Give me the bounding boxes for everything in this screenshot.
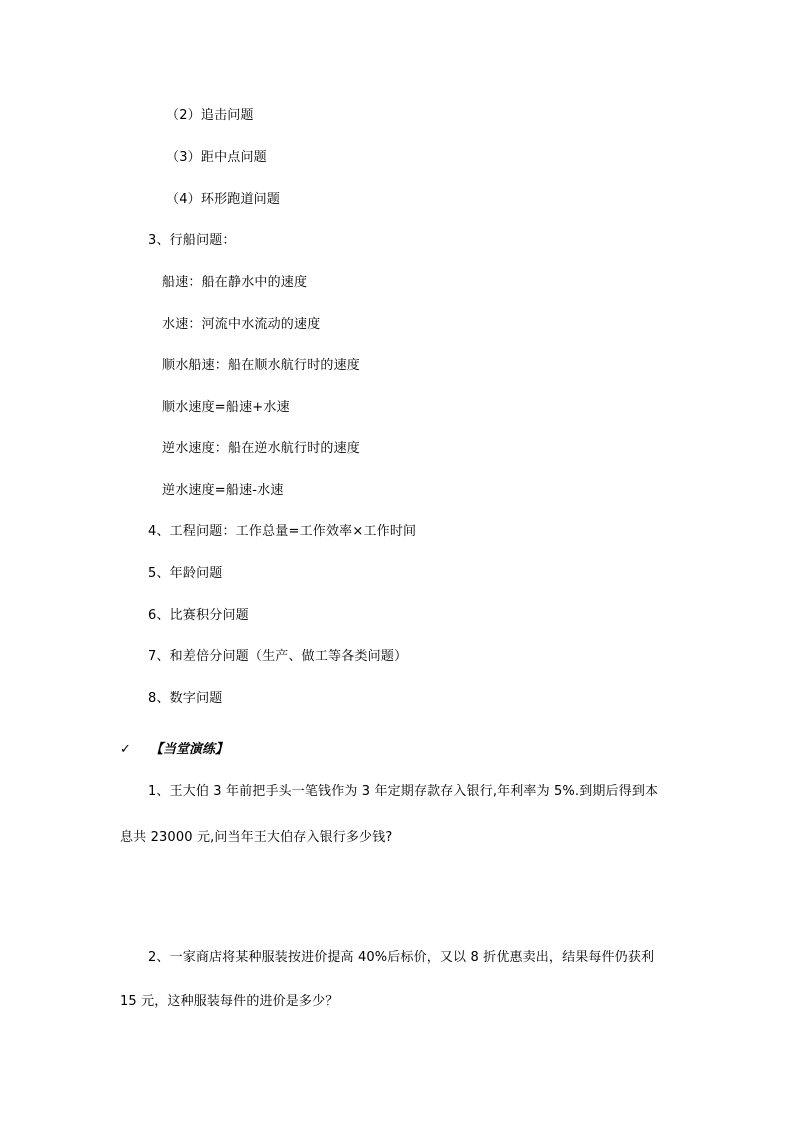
item-age-problem: 5、年龄问题	[148, 566, 223, 581]
item-work-problem: 4、工程问题：工作总量=工作效率×工作时间	[148, 524, 417, 539]
question-2-line-2: 15 元，这种服装每件的进价是多少？	[120, 994, 339, 1009]
sub-item-circular-track-problem: （4）环形跑道问题	[166, 192, 281, 207]
definition-downstream-speed: 顺水船速：船在顺水航行时的速度	[162, 358, 361, 373]
question-1-line-2: 息共 23000 元,问当年王大伯存入银行多少钱?	[120, 830, 393, 845]
definition-upstream-speed: 逆水速度：船在逆水航行时的速度	[162, 441, 361, 456]
practice-heading: 【当堂演练】	[150, 742, 229, 757]
sub-item-midpoint-problem: （3）距中点问题	[166, 150, 267, 165]
practice-heading-row	[120, 741, 228, 759]
definition-boat-speed: 船速：船在静水中的速度	[162, 275, 308, 290]
definition-water-speed: 水速：河流中水流动的速度	[162, 317, 321, 332]
item-sum-difference-problem: 7、和差倍分问题（生产、做工等各类问题）	[148, 649, 408, 664]
formula-downstream-speed: 顺水速度=船速+水速	[162, 400, 290, 415]
item-number-problem: 8、数字问题	[148, 691, 223, 706]
question-2-line-1: 2、一家商店将某种服装按进价提高 40%后标价，又以 8 折优惠卖出，结果每件仍获利	[148, 950, 655, 965]
check-icon: ✓	[120, 742, 131, 757]
question-1-line-1: 1、王大伯 3 年前把手头一笔钱作为 3 年定期存款存入银行,年利率为 5%.到期后得到本	[148, 784, 659, 799]
formula-upstream-speed: 逆水速度=船速-水速	[162, 483, 284, 498]
item-boat-problem: 3、行船问题：	[148, 233, 236, 248]
item-score-problem: 6、比赛积分问题	[148, 608, 249, 623]
sub-item-chase-problem: （2）追击问题	[166, 108, 254, 123]
